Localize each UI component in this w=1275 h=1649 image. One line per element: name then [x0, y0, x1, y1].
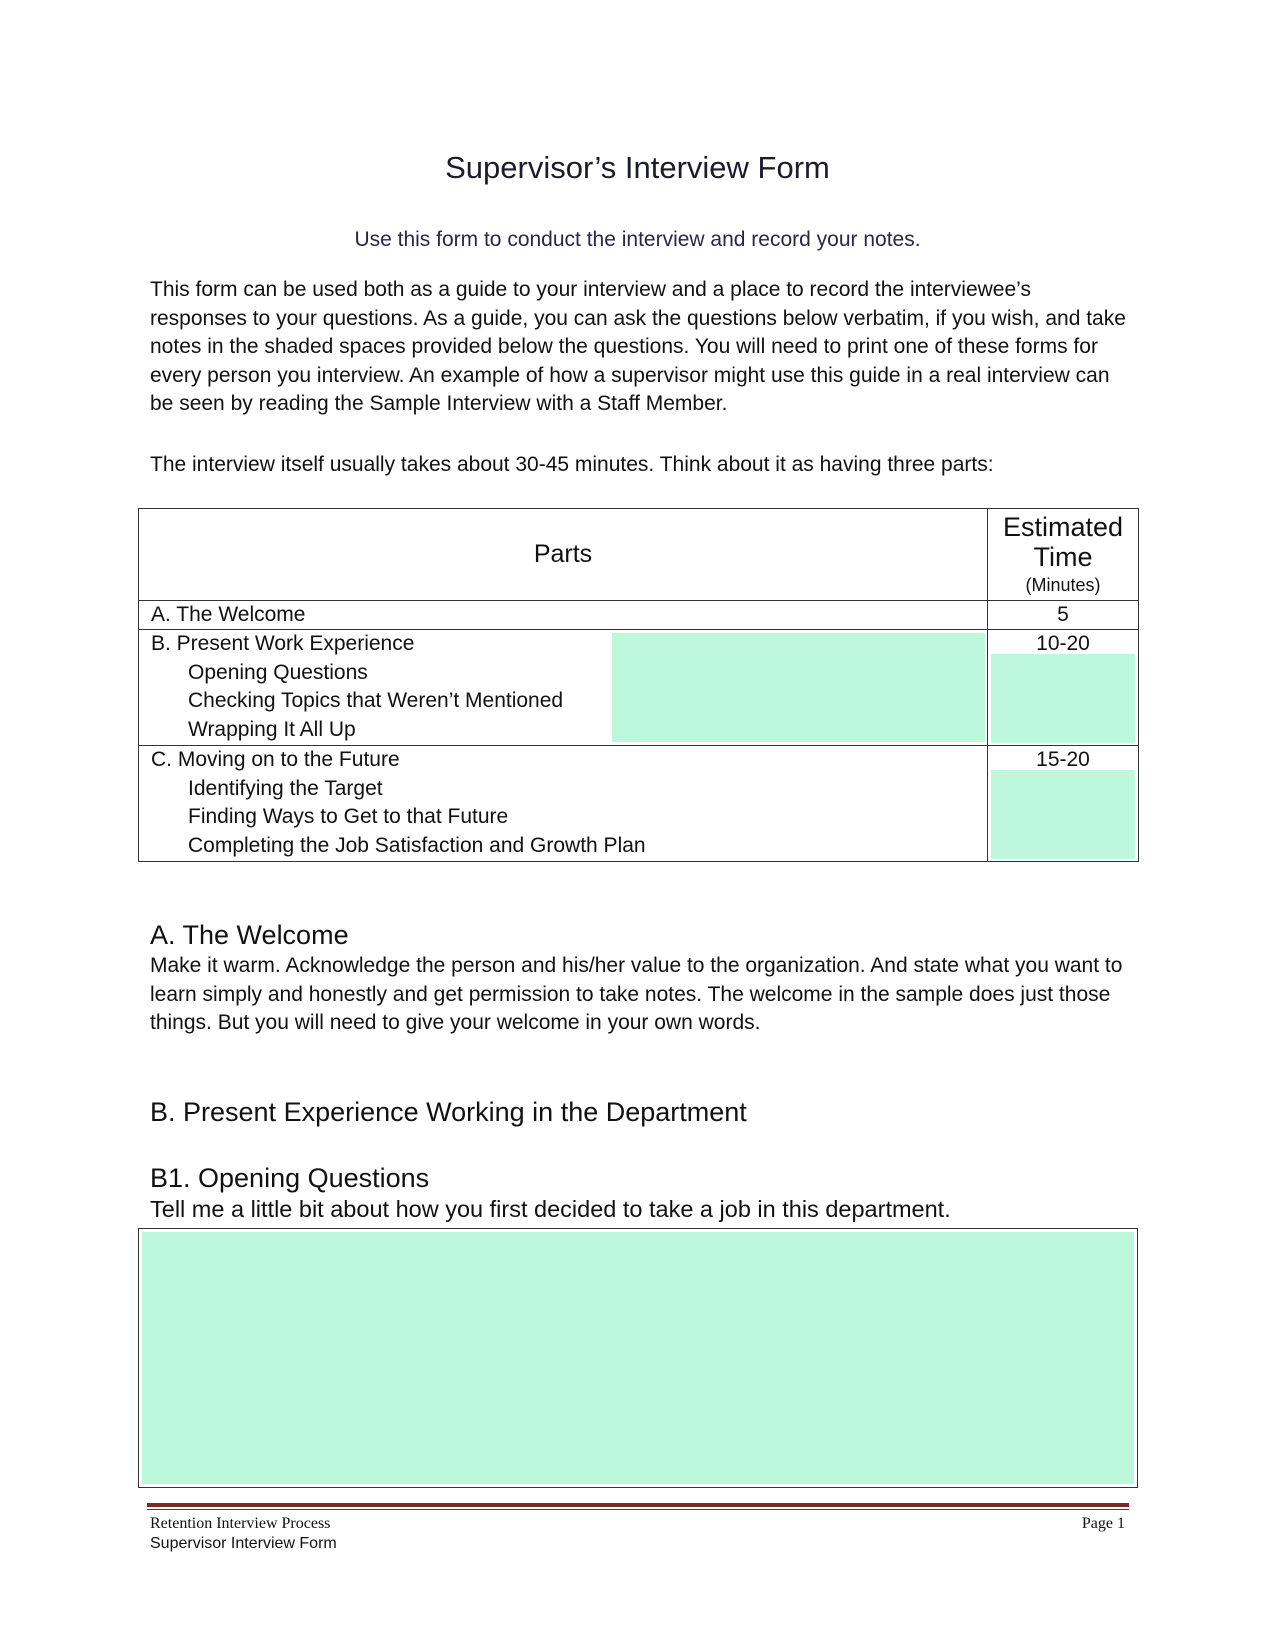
part-subitem: Opening Questions — [188, 660, 368, 684]
footer-form-name: Supervisor Interview Form — [150, 1535, 337, 1552]
header-time-line2: Time — [1033, 542, 1093, 572]
answer-box-b1 — [138, 1228, 1138, 1488]
footer-rule — [147, 1503, 1129, 1507]
notes-field-part-b[interactable] — [612, 633, 985, 742]
header-time-unit: (Minutes) — [1025, 575, 1101, 595]
header-time-line1: Estimated — [1002, 512, 1124, 542]
footer-page-number: Page 1 — [1081, 1515, 1125, 1532]
part-time-cell — [988, 745, 1139, 861]
part-label: B. Present Work Experience — [151, 632, 415, 655]
part-time: 15-20 — [1036, 747, 1090, 771]
intro-duration-paragraph: The interview itself usually takes about 30-45 minutes. Think about it as having three parts: — [150, 453, 994, 476]
part-subitem: Identifying the Target — [188, 776, 383, 800]
time-field-part-c[interactable] — [991, 770, 1135, 859]
footer-document-name: Retention Interview Process — [150, 1515, 331, 1532]
page-title: Supervisor’s Interview Form — [445, 150, 830, 185]
header-parts: Parts — [139, 509, 988, 601]
part-subitem: Wrapping It All Up — [188, 718, 356, 742]
part-time-cell — [988, 630, 1139, 746]
answer-field-b1[interactable] — [142, 1232, 1134, 1484]
table-row — [139, 745, 1139, 861]
section-a-text: Make it warm. Acknowledge the person and his/her value to the organization. And state what you want to learn simply and honestly and get permission to take notes. The welcome in the sample does just those things. But you will need to give your welcome in your own words. — [150, 954, 1123, 1035]
section-b1-heading: B1. Opening Questions — [150, 1163, 430, 1193]
section-a-heading: A. The Welcome — [150, 920, 349, 950]
question-b1: Tell me a little bit about how you first decided to take a job in this department. — [150, 1196, 951, 1222]
parts-table — [138, 508, 1139, 862]
part-subitem: Completing the Job Satisfaction and Growth Plan — [188, 833, 646, 857]
part-time: 5 — [988, 601, 1139, 630]
part-label: C. Moving on to the Future — [151, 747, 400, 771]
time-field-part-b[interactable] — [991, 654, 1135, 743]
parts-table-header — [139, 509, 1139, 601]
part-cell — [139, 745, 988, 861]
part-subitem: Checking Topics that Weren’t Mentioned — [188, 689, 564, 713]
table-row — [139, 601, 1139, 630]
page-subtitle: Use this form to conduct the interview and record your notes. — [354, 228, 921, 251]
part-time: 10-20 — [1036, 632, 1090, 655]
intro-paragraph: This form can be used both as a guide to your interview and a place to record the interviewee’s responses to your questions. As a guide, you can ask the questions below verbatim, if you wish, and take notes in the shaded spaces provided below the questions. You will need to print one of these forms for every person you interview. An example of how a supervisor might use this guide in a real interview can be seen by reading the Sample Interview with a Staff Member. — [150, 278, 1126, 416]
footer-rule-thin — [147, 1509, 1129, 1510]
table-row — [139, 630, 1139, 746]
header-estimated-time — [988, 509, 1139, 601]
part-subitem: Finding Ways to Get to that Future — [188, 805, 509, 829]
part-label: A. The Welcome — [139, 601, 988, 630]
part-cell — [139, 630, 988, 746]
section-b-heading: B. Present Experience Working in the Department — [150, 1097, 747, 1127]
